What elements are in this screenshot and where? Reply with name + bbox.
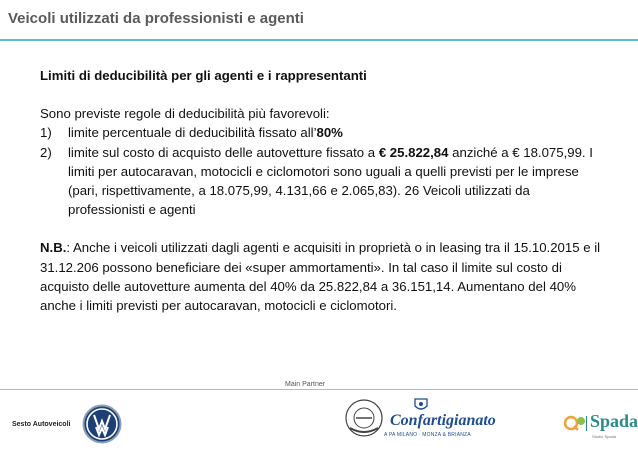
footer-divider — [0, 389, 638, 390]
list-text-continued: anziché a € 18.075,99. I limiti per autocaravan, motocicli e ciclomotori sono uguali a quelli previsti per le imprese (pari, rispettivamente, a 18.075,99, 4.131,66 e 2.065,83). 26 Veicoli utilizzati da professionisti e agenti — [68, 144, 593, 218]
confartigianato-logo-text: Confartigianato — [390, 412, 496, 429]
spada-logo-subtitle: Studio Spada — [592, 434, 617, 439]
list-highlight: € 25.822,84 — [378, 144, 449, 160]
slide-title: Veicoli utilizzati da professionisti e agenti — [8, 10, 304, 27]
list-item — [40, 143, 610, 220]
spada-logo-icon — [564, 414, 588, 432]
list-highlight: 80% — [316, 125, 343, 141]
nota-bene-paragraph — [40, 238, 610, 315]
list-number: 2) — [40, 144, 52, 160]
circular-badge-icon — [344, 396, 384, 440]
intro-text: Sono previste regole di deducibilità più favorevoli: — [40, 106, 330, 122]
list-text: limite percentuale di deducibilità fissato all’ — [68, 125, 317, 141]
section-subtitle: Limiti di deducibilità per gli agenti e i rappresentanti — [40, 68, 367, 83]
vw-logo-icon — [82, 404, 122, 444]
nota-bene-label: N.B. — [40, 240, 67, 256]
header-divider — [0, 39, 638, 41]
main-partner-label: Main Partner — [285, 381, 326, 388]
nota-bene-text: : Anche i veicoli utilizzati dagli agenti e acquisiti in proprietà o in leasing tra il 15.10.2015 e il 31.12.206 possono beneficiare dei «super ammortamenti». In tal caso il limite sul costo di acquisto delle autovetture aumenta del 40% da 25.822,84 a 36.151,14. Aumentano del 40% anche i limiti previsti per autocaravan, motocicli e ciclomotori. — [40, 240, 601, 314]
list-text: limite sul costo di acquisto delle autovetture fissato a — [68, 144, 379, 160]
dealer-logo-text: Sesto Autoveicoli — [12, 421, 71, 428]
spada-logo-text: Spada — [590, 411, 638, 431]
slide-header — [0, 0, 638, 40]
list-item — [40, 123, 610, 142]
slide-body — [40, 66, 610, 315]
list-number: 1) — [40, 125, 52, 141]
confartigianato-subtitle: A PA MILANO · MONZA & BRIANZA — [384, 432, 471, 438]
